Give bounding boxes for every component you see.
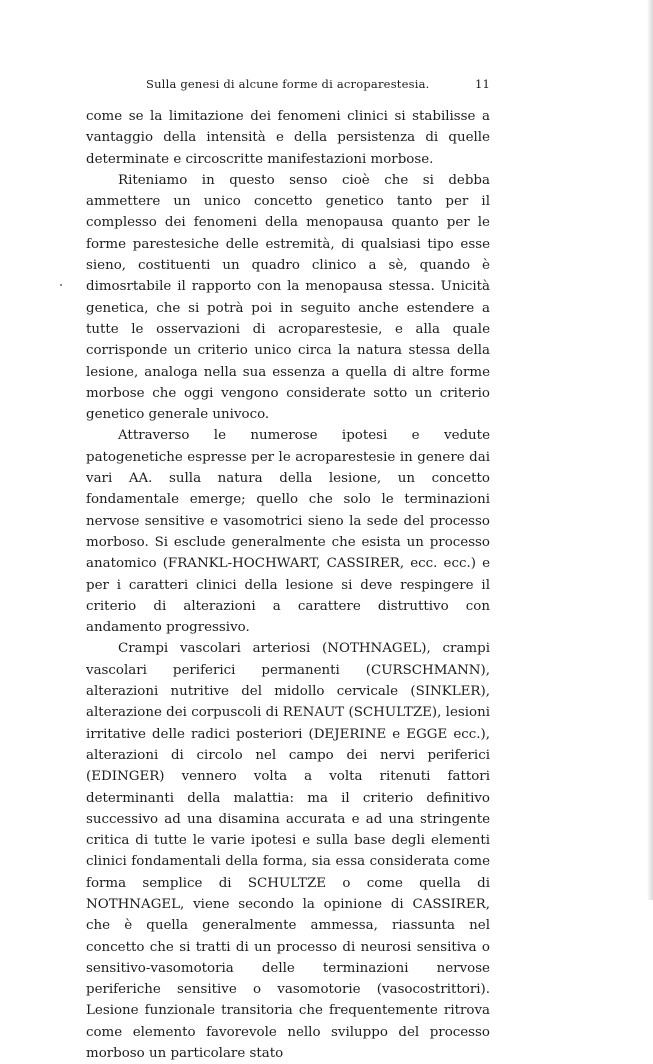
paragraph: Crampi vascolari arteriosi (NOTHNAGEL), crampi vascolari periferici permanenti (CURSCHMANN), alterazioni nutritive del midollo cervicale (SINKLER), alterazione dei corpuscoli di RENAUT (SCHULTZE), lesioni irritative delle radici posteriori (DEJERINE e EGGE ecc.), alterazioni di circolo nel campo dei nervi periferici (EDINGER) vennero volta a volta ritenuti fattori determinanti della malattia: ma il criterio definitivo successivo ad una disamina accurata e ad una stringente critica di tutte le varie ipotesi e sulla base degli elementi clinici fondamentali della forma, sia essa considerata come forma semplice di SCHULTZE o come quella di NOTHNAGEL, viene secondo la opinione di CASSIRER, che è quella generalmente ammessa, riassunta nel concetto che si tratti di un processo di neurosi sensitiva o sensitivo-vasomotoria delle terminazioni nervose periferiche sensitive o vasomotorie (vasocostrittori). Lesione funzionale transitoria che frequentemente ritrova come elemento favorevole nello sviluppo del processo morboso un particolare stato bbox=[86, 641, 490, 1062]
running-head bbox=[86, 77, 490, 91]
body-text bbox=[86, 106, 490, 1064]
scan-speck bbox=[60, 284, 62, 286]
scan-edge bbox=[647, 0, 653, 900]
paragraph: Attraverso le numerose ipotesi e vedute patogenetiche espresse per le acroparestesie in genere dai vari AA. sulla natura della lesione, un concetto fondamentale emerge; quello che solo le terminazioni nervose sensitive e vasomotrici sieno la sede del processo morboso. Si esclude generalmente che esista un processo anatomico (FRANKL-HOCHWART, CASSIRER, ecc. ecc.) e per i caratteri clinici della lesione si deve respingere il criterio di alterazioni a carattere distruttivo con andamento progressivo. bbox=[86, 428, 490, 636]
running-title: Sulla genesi di alcune forme di acroparestesia. bbox=[146, 77, 430, 91]
paragraph-continued: come se la limitazione dei fenomeni clinici si stabilisse a vantaggio della intensità e della persistenza di quelle determinate e circoscritte manifestazioni morbose. bbox=[86, 109, 490, 167]
page-number: 11 bbox=[474, 77, 490, 91]
paragraph: Riteniamo in questo senso cioè che si debba ammettere un unico concetto genetico tanto per il complesso dei fenomeni della menopausa quanto per le forme parestesiche delle estremità, di qualsiasi tipo esse sieno, costituenti un quadro clinico a sè, quando è dimosrtabile il rapporto con la menopausa stessa. Unicità genetica, che si potrà poi in seguito anche estendere a tutte le osservazioni di acroparestesie, e alla quale corrisponde un criterio unico circa la natura stessa della lesione, analoga nella sua essenza a quella di altre forme morbose che oggi vengono considerate sotto un criterio genetico generale univoco. bbox=[86, 172, 490, 423]
